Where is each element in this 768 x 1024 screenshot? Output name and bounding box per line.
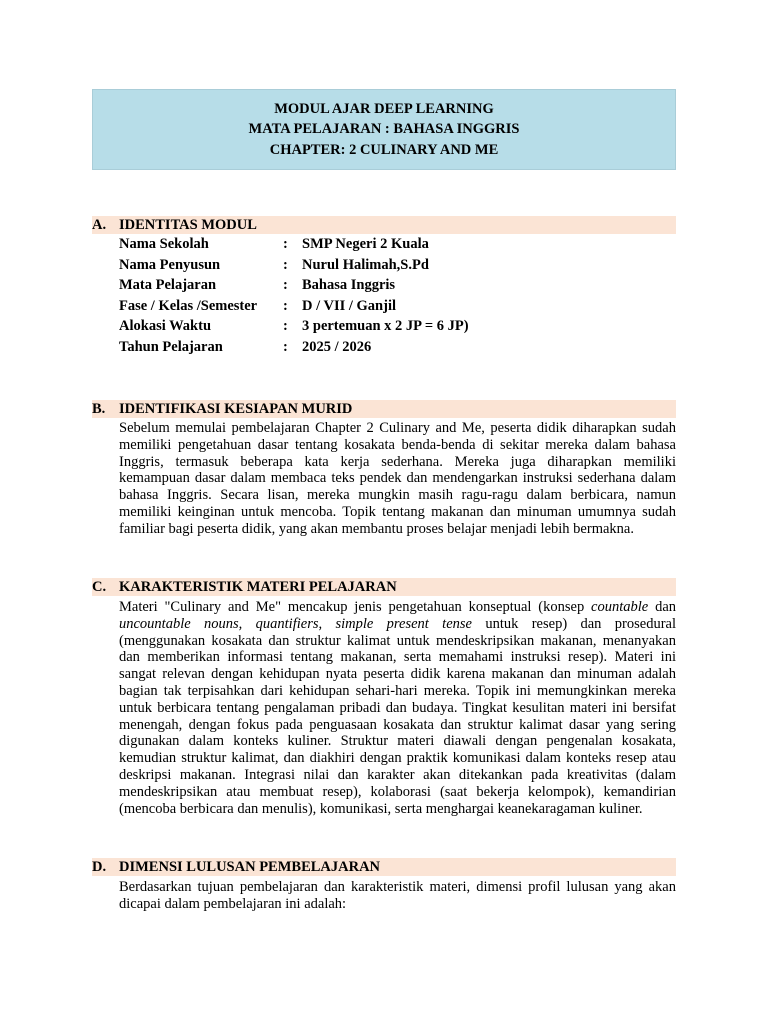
- title-line-1: MODUL AJAR DEEP LEARNING: [274, 100, 494, 117]
- section-c-text-part: Materi "Culinary and Me" mencakup jenis pengetahuan konseptual (konsep: [119, 599, 592, 615]
- title-line-3: CHAPTER: 2 CULINARY AND ME: [269, 141, 499, 158]
- identity-row: [119, 275, 676, 296]
- identity-label: Tahun Pelajaran: [119, 338, 223, 355]
- section-c-paragraph: [119, 599, 676, 817]
- identity-label: Alokasi Waktu: [119, 318, 212, 334]
- identity-colon: :: [283, 297, 288, 314]
- document-title-box: [92, 89, 676, 170]
- identity-row: [119, 296, 676, 317]
- section-c-title: KARAKTERISTIK MATERI PELAJARAN: [119, 579, 397, 595]
- identity-value: 2025 / 2026: [302, 338, 372, 355]
- identity-table: [119, 234, 676, 357]
- identity-row: [119, 316, 676, 337]
- section-c-italic-term: countable: [591, 599, 649, 615]
- identity-colon: :: [283, 256, 288, 273]
- identity-colon: :: [283, 236, 288, 252]
- identity-value: SMP Negeri 2 Kuala: [302, 236, 429, 252]
- identity-value: Nurul Halimah,S.Pd: [302, 256, 429, 273]
- section-c-text-part: dan: [648, 599, 677, 615]
- identity-row: [119, 234, 676, 255]
- identity-label: Fase / Kelas /Semester: [119, 297, 258, 314]
- identity-label: Nama Penyusun: [119, 256, 221, 273]
- section-c-italic-term: uncountable nouns, quantifiers, simple present tense: [119, 615, 472, 632]
- identity-row: [119, 337, 676, 358]
- section-b-heading: [92, 400, 676, 418]
- section-c-text-part: untuk resep) dan prosedural (menggunakan kosakata dan struktur kalimat untuk mendeskripsikan makanan, menanyakan dan memberikan informasi tentang makanan, serta memahami instruksi resep). Materi ini sangat relevan dengan kehidupan nyata peserta didik karena makanan dan minuman adalah bagian tak terpisahkan dari kehidupan sehari-hari mereka. Topik ini memungkinkan mereka untuk berbicara tentang pengalaman pribadi dan budaya. Tingkat kesulitan materi ini bersifat menengah, dengan fokus pada penguasaan kosakata dan struktur kalimat dasar yang sering digunakan dalam konteks kuliner. Struktur materi diawali dengan pengenalan kosakata, kemudian struktur kalimat, dan diakhiri dengan praktik komunikasi dalam konteks resep atau deskripsi makanan. Integrasi nilai dan karakter akan ditekankan pada kreativitas (dalam mendeskripsikan atau membuat resep), kolaborasi (saat bekerja kelompok), kemandirian (mencoba berbicara dan menulis), komunikasi, serta menghargai keanekaragaman kuliner.: [119, 615, 676, 817]
- section-a-title: IDENTITAS MODUL: [119, 217, 257, 233]
- identity-colon: :: [283, 277, 288, 293]
- section-d-heading: [92, 858, 676, 876]
- identity-value: Bahasa Inggris: [302, 277, 396, 293]
- identity-row: [119, 255, 676, 276]
- identity-colon: :: [283, 338, 288, 355]
- section-a-heading: [92, 216, 676, 234]
- identity-value: D / VII / Ganjil: [302, 297, 397, 314]
- identity-colon: :: [283, 318, 288, 334]
- section-d-letter: D.: [92, 859, 107, 875]
- identity-label: Mata Pelajaran: [119, 277, 217, 293]
- section-b-paragraph: Sebelum memulai pembelajaran Chapter 2 Culinary and Me, peserta didik diharapkan sudah memiliki pengetahuan dasar tentang kosakata benda-benda di sekitar mereka dalam bahasa Inggris, termasuk beberapa kata kerja sederhana. Mereka juga diharapkan memiliki kemampuan dasar dalam membaca teks pendek dan mendengarkan instruksi sederhana dalam bahasa Inggris. Secara lisan, mereka mungkin masih ragu-ragu dalam berbicara, namun memiliki keinginan untuk mencoba. Topik tentang makanan dan minuman umumnya sudah familiar bagi peserta didik, yang akan membantu proses belajar menjadi lebih bermakna.: [119, 420, 676, 537]
- section-c-heading: [92, 578, 676, 596]
- title-line-2: MATA PELAJARAN : BAHASA INGGRIS: [248, 121, 520, 138]
- section-b-letter: B.: [92, 401, 106, 417]
- section-b-title: IDENTIFIKASI KESIAPAN MURID: [119, 401, 353, 417]
- section-a-letter: A.: [92, 217, 107, 233]
- identity-value: 3 pertemuan x 2 JP = 6 JP): [302, 318, 469, 334]
- section-c-letter: C.: [92, 579, 107, 595]
- identity-label: Nama Sekolah: [119, 236, 209, 252]
- section-d-paragraph: Berdasarkan tujuan pembelajaran dan karakteristik materi, dimensi profil lulusan yang akan dicapai dalam pembelajaran ini adalah:: [119, 879, 676, 912]
- section-d-title: DIMENSI LULUSAN PEMBELAJARAN: [119, 859, 381, 875]
